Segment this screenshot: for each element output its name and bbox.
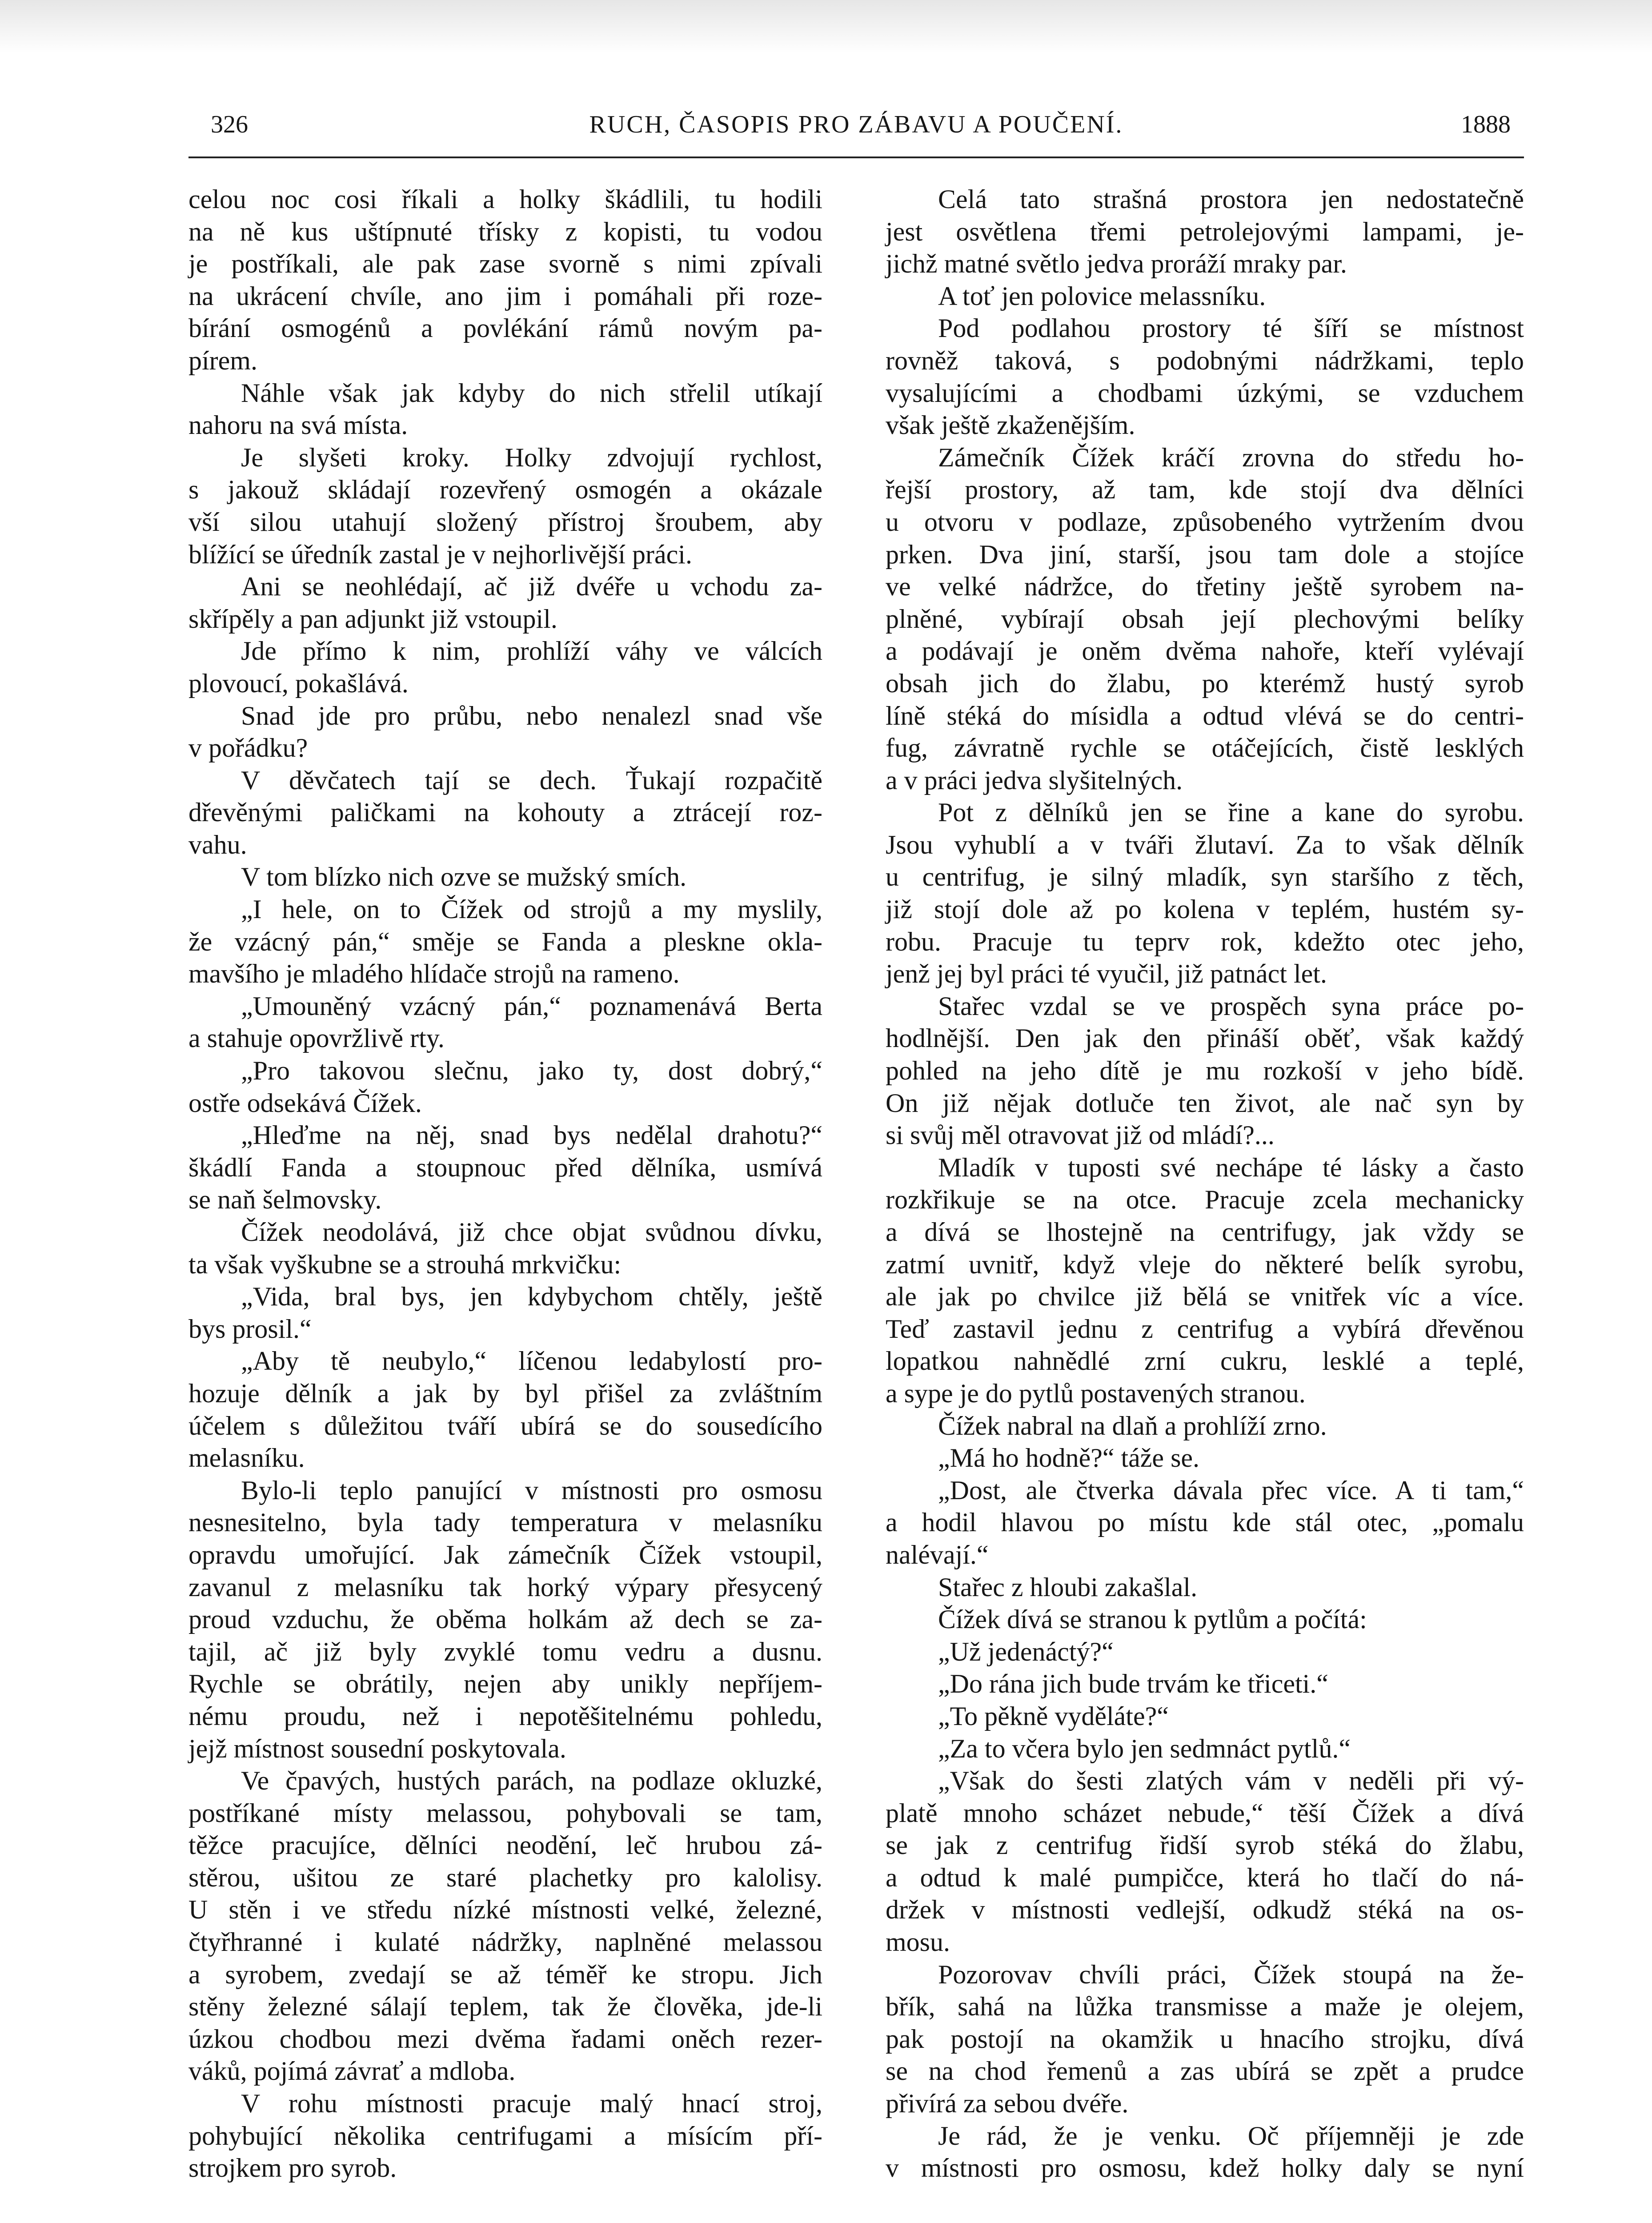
text-line: „Pro takovou slečnu, jako ty, dost dobrý,“ xyxy=(241,1056,822,1086)
paragraph xyxy=(188,1765,822,2087)
text-line: celou noc cosi říkali a holky škádlili, tu hodili xyxy=(188,185,822,214)
text-line: zavanul z melasníku tak horký výpary přesycený xyxy=(188,1572,822,1602)
text-line: strojkem pro syrob. xyxy=(188,2153,397,2183)
paragraph xyxy=(886,1603,1524,1636)
text-line: Pot z dělníků jen se řine a kane do syrobu. xyxy=(938,798,1524,827)
year: 1888 xyxy=(1461,111,1511,138)
text-line: na ně kus uštípnuté třísky z kopisti, tu vodou xyxy=(188,217,822,246)
text-line: prken. Dva jiní, starší, jsou tam dole a stojíce xyxy=(886,539,1524,569)
text-line: jest osvětlena třemi petrolejovými lampami, je- xyxy=(886,217,1524,246)
text-line: pírem. xyxy=(188,345,257,375)
page-number: 326 xyxy=(211,111,248,138)
text-line: platě mnoho scházet nebude,“ těší Čížek a dívá xyxy=(886,1798,1524,1828)
text-line: ve velké nádržce, do třetiny ještě syrobem na- xyxy=(886,572,1524,602)
text-line: přivírá za sebou dvéře. xyxy=(886,2089,1129,2119)
text-line: škádlí Fanda a stoupnouc před dělníka, usmívá xyxy=(188,1152,822,1182)
text-line: Pod podlahou prostory té šíří se místnost xyxy=(938,313,1524,343)
text-line: nesnesitelno, byla tady temperatura v melasníku xyxy=(188,1508,822,1537)
text-line: hozuje dělník a jak by byl přišel za zvláštním xyxy=(188,1378,822,1408)
text-line: Čížek dívá se stranou k pytlům a počítá: xyxy=(938,1605,1367,1634)
paragraph xyxy=(886,1765,1524,1958)
paragraph xyxy=(886,312,1524,441)
text-line: si svůj měl otravovat již od mládí?... xyxy=(886,1120,1275,1150)
text-line: Rychle se obrátily, nejen aby unikly nepříjem- xyxy=(188,1669,822,1699)
text-line: u otvoru v podlaze, způsobeného vytržením dvou xyxy=(886,507,1524,537)
text-line: jejž místnost sousední poskytovala. xyxy=(188,1733,566,1763)
text-line: „I hele, on to Čížek od strojů a my myslily, xyxy=(241,895,822,924)
text-line: plněné, vybírají obsah její plechovými belíky xyxy=(886,604,1524,634)
paragraph xyxy=(188,893,822,990)
text-line: ostře odsekává Čížek. xyxy=(188,1088,422,1118)
text-line: pohled na jeho dítě je mu rozkoší v jeho bídě. xyxy=(886,1056,1524,1086)
text-line: dřevěnými paličkami na kohouty a ztrácejí roz- xyxy=(188,798,822,827)
text-line: ale jak po chvilce již bělá se vnitřek víc a více. xyxy=(886,1282,1524,1312)
text-line: Pozorovav chvíli práci, Čížek stoupá na že- xyxy=(938,1959,1524,1989)
text-line: „Umouněný vzácný pán,“ poznamenává Berta xyxy=(241,991,822,1021)
text-line: jichž matné světlo jedva proráží mraky par. xyxy=(886,249,1347,279)
text-line: „Dost, ale čtverka dávala přec více. A ti tam,“ xyxy=(938,1475,1524,1505)
text-line: A toť jen polovice melassníku. xyxy=(938,281,1266,311)
text-line: pak postojí na okamžik u hnacího strojku, dívá xyxy=(886,2024,1524,2054)
text-line: Snad jde pro průbu, nebo nenalezl snad vše xyxy=(241,701,822,730)
text-line: V tom blízko nich ozve se mužský smích. xyxy=(241,862,687,892)
text-line: a hodil hlavou po místu kde stál otec, „pomalu xyxy=(886,1508,1524,1537)
text-line: obsah jich do žlabu, po kterémž hustý syrob xyxy=(886,668,1524,698)
text-line: a odtud k malé pumpičce, která ho tlačí do ná- xyxy=(886,1862,1524,1892)
text-line: opravdu umořující. Jak zámečník Čížek vstoupil, xyxy=(188,1540,822,1569)
text-line: stěrou, ušitou ze staré plachetky pro kalolisy. xyxy=(188,1862,822,1892)
text-line: „Do rána jich bude trvám ke třiceti.“ xyxy=(938,1669,1328,1699)
text-line: „Už jedenáctý?“ xyxy=(938,1637,1114,1666)
text-line: bys prosil.“ xyxy=(188,1314,312,1344)
text-line: „Však do šesti zlatých vám v neděli při vý- xyxy=(938,1766,1524,1796)
text-line: rovněž taková, s podobnými nádržkami, teplo xyxy=(886,345,1524,375)
text-line: lopatkou nahnědlé zrní cukru, lesklé a teplé, xyxy=(886,1346,1524,1376)
text-line: Celá tato strašná prostora jen nedostatečně xyxy=(938,185,1524,214)
paragraph xyxy=(886,1700,1524,1733)
left-column xyxy=(188,183,822,2184)
text-line: „Za to včera bylo jen sedmnáct pytlů.“ xyxy=(938,1733,1351,1763)
text-line: nahoru na svá místa. xyxy=(188,410,408,440)
paragraph xyxy=(188,1345,822,1474)
paragraph xyxy=(188,377,822,441)
text-line: jenž jej byl práci té vyučil, již patnáct let. xyxy=(886,959,1327,989)
text-line: se jak z centrifug řidší syrob stéká do žlabu, xyxy=(886,1830,1524,1860)
text-line: mavšího je mladého hlídače strojů na rameno. xyxy=(188,959,680,989)
text-line: nému proudu, než i nepotěšitelnému pohledu, xyxy=(188,1701,822,1731)
text-line: však ještě zkaženějším. xyxy=(886,410,1135,440)
paragraph xyxy=(886,990,1524,1152)
paragraph xyxy=(886,1958,1524,2120)
text-line: stěny železné sálají teplem, tak že člověka, jde-li xyxy=(188,1992,822,2022)
paragraph xyxy=(188,441,822,570)
text-line: On již nějak dotluče ten život, ale nač syn by xyxy=(886,1088,1524,1118)
paragraph xyxy=(188,1119,822,1216)
text-line: „Aby tě neubylo,“ líčenou ledabylostí pro- xyxy=(241,1346,822,1376)
text-line: Zámečník Čížek kráčí zrovna do středu ho- xyxy=(938,442,1524,472)
text-line: Je rád, že je venku. Oč příjemněji je zde xyxy=(938,2121,1524,2151)
paragraph xyxy=(188,1474,822,1765)
text-line: V rohu místnosti pracuje malý hnací stroj, xyxy=(241,2089,822,2119)
right-column xyxy=(886,183,1524,2184)
text-line: břík, sahá na lůžka transmisse a maže je olejem, xyxy=(886,1992,1524,2022)
text-line: a v práci jedva slyšitelných. xyxy=(886,765,1183,795)
text-line: vahu. xyxy=(188,830,247,859)
text-line: hodlnější. Den jak den přináší oběť, však každý xyxy=(886,1023,1524,1053)
text-line: Ani se neohlédají, ač již dvéře u vchodu za- xyxy=(241,572,822,602)
scan-shading xyxy=(0,0,1652,53)
paragraph xyxy=(886,1474,1524,1571)
text-line: Teď zastavil jednu z centrifug a vybírá dřevěnou xyxy=(886,1314,1524,1344)
text-line: U stěn i ve středu nízké místnosti velké, železné, xyxy=(188,1895,822,1925)
text-line: těžce pracujíce, dělníci neodění, leč hrubou zá- xyxy=(188,1830,822,1860)
text-line: mosu. xyxy=(886,1927,950,1957)
text-line: „To pěkně vyděláte?“ xyxy=(938,1701,1169,1731)
text-line: že vzácný pán,“ směje se Fanda a pleskne okla- xyxy=(188,927,822,956)
text-line: ta však vyškubne se a strouhá mrkvičku: xyxy=(188,1249,622,1279)
text-line: „Vida, bral bys, jen kdybychom chtěly, ještě xyxy=(241,1282,822,1312)
text-line: Mladík v tuposti své nechápe té lásky a často xyxy=(938,1152,1524,1182)
paragraph xyxy=(188,2087,822,2184)
text-line: Jde přímo k nim, prohlíží váhy ve válcích xyxy=(241,636,822,666)
text-line: Čížek neodolává, již chce objat svůdnou dívku, xyxy=(241,1217,822,1247)
text-line: v místnosti pro osmosu, kdež holky daly se nyní xyxy=(886,2153,1524,2183)
text-line: a podávají je oněm dvěma nahoře, kteří vylévají xyxy=(886,636,1524,666)
text-line: robu. Pracuje tu teprv rok, kdežto otec jeho, xyxy=(886,927,1524,956)
text-line: plovoucí, pokašlává. xyxy=(188,668,409,698)
header-rule xyxy=(188,156,1524,158)
text-line: je postříkali, ale pak zase svorně s nimi zpívali xyxy=(188,249,822,279)
text-line: již stojí dole až po kolena v teplém, hustém sy- xyxy=(886,895,1524,924)
text-line: melasníku. xyxy=(188,1443,305,1473)
text-line: fug, závratně rychle se otáčejících, čistě lesklých xyxy=(886,733,1524,763)
paragraph xyxy=(886,1636,1524,1668)
paragraph xyxy=(188,1216,822,1280)
paragraph xyxy=(886,1152,1524,1410)
paragraph xyxy=(886,441,1524,797)
paragraph xyxy=(886,1571,1524,1604)
text-line: Stařec z hloubi zakašlal. xyxy=(938,1572,1198,1602)
paragraph xyxy=(886,796,1524,990)
text-line: a stahuje opovržlivě rty. xyxy=(188,1023,445,1053)
text-line: vší silou utahují složený přístroj šroubem, aby xyxy=(188,507,822,537)
text-line: nalévají.“ xyxy=(886,1540,989,1569)
text-line: u centrifug, je silný mladík, syn staršího z těch, xyxy=(886,862,1524,892)
paragraph xyxy=(188,861,822,893)
paragraph xyxy=(886,1668,1524,1700)
text-line: pohybující několika centrifugami a mísícím pří- xyxy=(188,2121,822,2151)
text-line: V děvčatech tají se dech. Ťukají rozpačitě xyxy=(241,765,822,795)
text-line: líně stéká do mísidla a odtud vlévá se do centri- xyxy=(886,701,1524,730)
text-line: vysalujícími a chodbami úzkými, se vzduchem xyxy=(886,378,1524,408)
text-line: s jakouž skládají rozevřený osmogén a okázale xyxy=(188,475,822,505)
paragraph xyxy=(188,990,822,1055)
paragraph xyxy=(188,570,822,635)
text-line: a syrobem, zvedají se až téměř ke stropu. Jich xyxy=(188,1959,822,1989)
text-line: postříkané místy melassou, pohybovali se tam, xyxy=(188,1798,822,1828)
paragraph xyxy=(886,280,1524,313)
text-line: Čížek nabral na dlaň a prohlíží zrno. xyxy=(938,1411,1327,1441)
text-line: Jsou vyhublí a v tváři žlutaví. Za to však dělník xyxy=(886,830,1524,859)
paragraph xyxy=(886,1410,1524,1442)
text-line: „Má ho hodně?“ táže se. xyxy=(938,1443,1200,1473)
text-line: Bylo-li teplo panující v místnosti pro osmosu xyxy=(241,1475,822,1505)
text-line: čtyřhranné i kulaté nádržky, naplněné melassou xyxy=(188,1927,822,1957)
paragraph xyxy=(188,1280,822,1345)
text-line: se naň šelmovsky. xyxy=(188,1185,382,1215)
paragraph xyxy=(188,700,822,764)
text-line: tajil, ač již byly zvyklé tomu vedru a dusnu. xyxy=(188,1637,822,1666)
text-line: úzkou chodbou mezi dvěma řadami oněch rezer- xyxy=(188,2024,822,2054)
text-line: řejší prostory, až tam, kde stojí dva dělníci xyxy=(886,475,1524,505)
text-line: účelem s důležitou tváří ubírá se do sousedícího xyxy=(188,1411,822,1441)
paragraph xyxy=(188,764,822,861)
text-line: bírání osmogénů a povlékání rámů novým pa- xyxy=(188,313,822,343)
text-line: držek v místnosti vedlejší, odkudž stéká na os- xyxy=(886,1895,1524,1925)
paragraph xyxy=(188,183,822,377)
journal-title: RUCH, ČASOPIS PRO ZÁBAVU A POUČENÍ. xyxy=(589,111,1123,138)
text-line: Stařec vzdal se ve prospěch syna práce po- xyxy=(938,991,1524,1021)
text-line: proud vzduchu, že oběma holkám až dech se za- xyxy=(188,1605,822,1634)
text-line: váků, pojímá závrať a mdloba. xyxy=(188,2056,516,2086)
text-line: skřípěly a pan adjunkt již vstoupil. xyxy=(188,604,557,634)
text-line: zatmí uvnitř, když vleje do některé belík syrobu, xyxy=(886,1249,1524,1279)
text-line: na ukrácení chvíle, ano jim i pomáhali při roze- xyxy=(188,281,822,311)
text-line: se na chod řemenů a zas ubírá se zpět a prudce xyxy=(886,2056,1524,2086)
paragraph xyxy=(886,1733,1524,1765)
text-line: blížící se úředník zastal je v nejhorlivější práci. xyxy=(188,539,692,569)
text-line: v pořádku? xyxy=(188,733,308,763)
text-line: Ve čpavých, hustých parách, na podlaze okluzké, xyxy=(241,1766,822,1796)
text-line: a dívá se lhostejně na centrifugy, jak vždy se xyxy=(886,1217,1524,1247)
paragraph xyxy=(886,183,1524,280)
text-line: Náhle však jak kdyby do nich střelil utíkají xyxy=(241,378,822,408)
text-line: a sype je do pytlů postavených stranou. xyxy=(886,1378,1306,1408)
text-line: „Hleďme na něj, snad bys nedělal drahotu?“ xyxy=(241,1120,822,1150)
paragraph xyxy=(188,635,822,699)
text-line: Je slyšeti kroky. Holky zdvojují rychlost, xyxy=(241,442,822,472)
running-header xyxy=(188,110,1524,150)
paragraph xyxy=(886,1442,1524,1474)
paragraph xyxy=(188,1055,822,1119)
text-line: rozkřikuje se na otce. Pracuje zcela mechanicky xyxy=(886,1185,1524,1215)
paragraph xyxy=(886,2120,1524,2184)
